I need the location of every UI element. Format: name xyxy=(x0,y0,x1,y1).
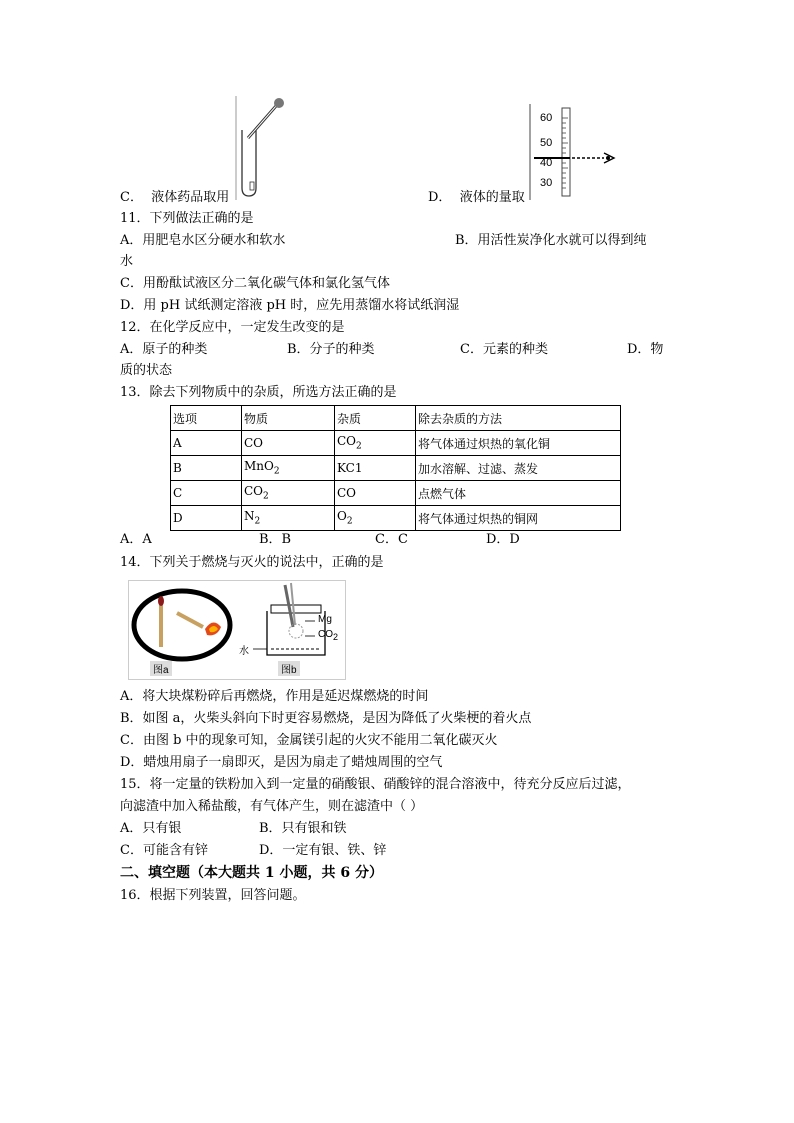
q10-option-d: D． 液体的量取 xyxy=(428,190,525,205)
table-cell: A xyxy=(171,431,242,456)
q12-option-d: D．物 xyxy=(627,342,664,357)
q14-option-d: D．蜡烛用扇子一扇即灭，是因为扇走了蜡烛周围的空气 xyxy=(120,755,443,770)
header-cell: 选项 xyxy=(171,406,242,431)
test-tube-dropper-figure xyxy=(232,96,292,200)
q13-option-a: A．A xyxy=(120,532,152,547)
header-cell: 除去杂质的方法 xyxy=(416,406,621,431)
q14-option-a: A．将大块煤粉碎后再燃烧，作用是延迟煤燃烧的时间 xyxy=(120,689,429,704)
table-cell: D xyxy=(171,506,242,531)
water-label: 水 xyxy=(239,646,249,657)
q15-option-d: D．一定有银、铁、锌 xyxy=(259,843,387,858)
q13-option-d: D．D xyxy=(486,532,520,547)
header-cell: 物质 xyxy=(242,406,335,431)
q11-option-c: C．用酚酞试液区分二氧化碳气体和氯化氢气体 xyxy=(120,276,390,291)
table-cell: CO xyxy=(242,431,335,456)
table-cell: $CO_2$ xyxy=(242,481,335,506)
q13-option-c: C．C xyxy=(375,532,408,547)
table-cell: KC1 xyxy=(335,456,416,481)
table-cell: $O_2$ xyxy=(335,506,416,531)
tick-label: 60 xyxy=(540,112,553,124)
mg-label: Mg xyxy=(318,614,332,625)
table-cell: C xyxy=(171,481,242,506)
q12-option-a: A．原子的种类 xyxy=(120,342,208,357)
header-cell: 杂质 xyxy=(335,406,416,431)
q14-option-b: B．如图 a，火柴头斜向下时更容易燃烧，是因为降低了火柴梗的着火点 xyxy=(120,711,532,726)
q11-option-b-wrap: 水 xyxy=(120,254,134,269)
q11-stem: 11．下列做法正确的是 xyxy=(120,211,254,226)
table-row xyxy=(171,431,621,456)
q13-stem: 13．除去下列物质中的杂质，所选方法正确的是 xyxy=(120,385,397,400)
table-row xyxy=(171,481,621,506)
co2-label: $CO_2$ xyxy=(318,629,339,642)
table-row xyxy=(171,506,621,531)
q15-option-b: B．只有银和铁 xyxy=(259,821,347,836)
q12-option-d-wrap: 质的状态 xyxy=(120,363,173,378)
tick-label: 40 xyxy=(540,157,553,169)
figure-b-label: 图b xyxy=(278,661,300,676)
q11-option-d: D．用 pH 试纸测定溶液 pH 时，应先用蒸馏水将试纸润湿 xyxy=(120,298,460,313)
tick-label: 50 xyxy=(540,137,553,149)
q12-option-c: C．元素的种类 xyxy=(460,342,548,357)
section-heading: 二、填空题（本大题共 1 小题，共 6 分） xyxy=(120,865,383,881)
q10-option-c: C． 液体药品取用 xyxy=(120,190,230,205)
q15-option-a: A．只有银 xyxy=(120,821,182,836)
q14-figure-box xyxy=(128,580,346,680)
q15-option-c: C．可能含有锌 xyxy=(120,843,208,858)
q15-stem-line2: 向滤渣中加入稀盐酸，有气体产生，则在滤渣中（ ） xyxy=(120,799,424,814)
q11-option-a: A．用肥皂水区分硬水和软水 xyxy=(120,233,286,248)
q12-stem: 12．在化学反应中，一定发生改变的是 xyxy=(120,320,345,335)
q14-stem: 14．下列关于燃烧与灭火的说法中，正确的是 xyxy=(120,555,384,570)
table-cell: 将气体通过炽热的铜网 xyxy=(416,506,621,531)
q16-stem: 16．根据下列装置，回答问题。 xyxy=(120,888,306,903)
q11-option-b: B．用活性炭净化水就可以得到纯 xyxy=(455,233,647,248)
q14-option-c: C．由图 b 中的现象可知，金属镁引起的火灾不能用二氧化碳灭火 xyxy=(120,733,498,748)
q13-options-table xyxy=(170,405,621,531)
table-cell: CO xyxy=(335,481,416,506)
table-cell: MnO$_2$ xyxy=(242,456,335,481)
tick-label: 30 xyxy=(540,177,553,189)
table-cell: B xyxy=(171,456,242,481)
table-cell: 将气体通过炽热的氧化铜 xyxy=(416,431,621,456)
table-cell: 加水溶解、过滤、蒸发 xyxy=(416,456,621,481)
figure-a-label: 图a xyxy=(150,661,172,676)
q13-option-b: B．B xyxy=(259,532,292,547)
table-cell: $CO_2$ xyxy=(335,431,416,456)
table-header-row xyxy=(171,406,621,431)
q15-stem-line1: 15．将一定量的铁粉加入到一定量的硝酸银、硝酸锌的混合溶液中，待充分反应后过滤， xyxy=(120,777,631,792)
table-cell: $N_2$ xyxy=(242,506,335,531)
table-cell: 点燃气体 xyxy=(416,481,621,506)
q12-option-b: B．分子的种类 xyxy=(287,342,375,357)
table-row xyxy=(171,456,621,481)
